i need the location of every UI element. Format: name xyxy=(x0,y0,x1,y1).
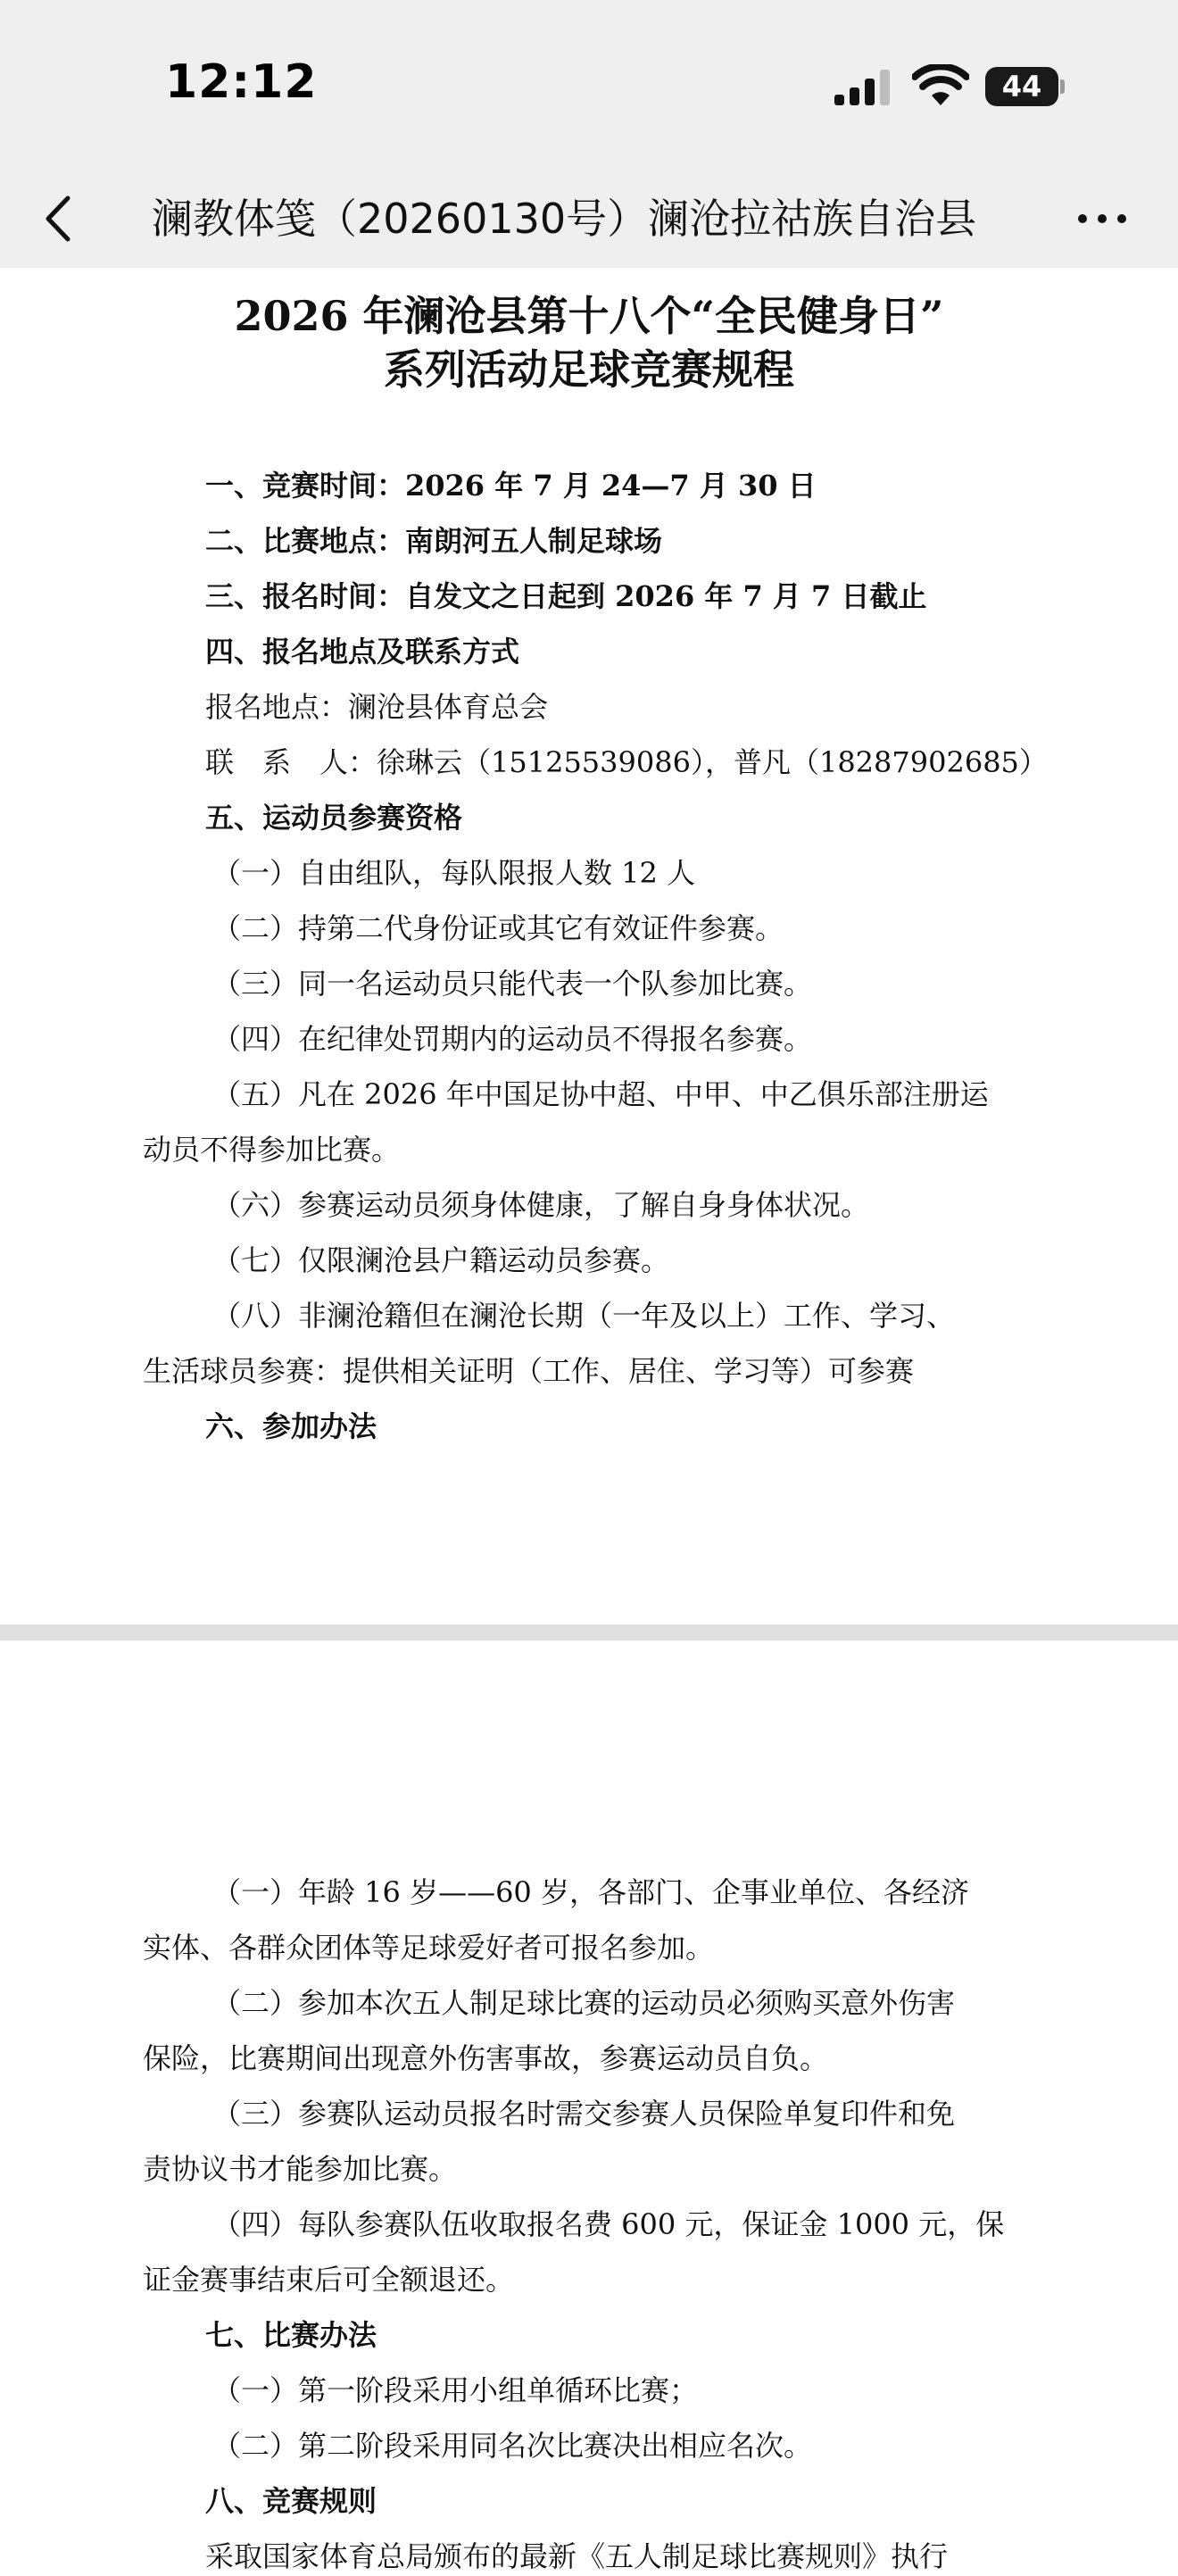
participation-item-3-cont: 责协议书才能参加比赛。 xyxy=(143,2152,458,2186)
contact-persons: 联 系 人：徐琳云（15125539086），普凡（18287902685） xyxy=(205,745,1048,779)
eligibility-item-4: （四）在纪律处罚期内的运动员不得报名参赛。 xyxy=(212,1022,813,1056)
section-registration-contact: 四、报名地点及联系方式 xyxy=(205,635,520,669)
more-horizontal-icon[interactable] xyxy=(1075,205,1129,232)
doc-title-line-2: 系列活动足球竞赛规程 xyxy=(384,345,794,394)
eligibility-item-6: （六）参赛运动员须身体健康，了解自身身体状况。 xyxy=(212,1188,870,1222)
eligibility-item-7: （七）仅限澜沧县户籍运动员参赛。 xyxy=(212,1243,670,1277)
battery-nub xyxy=(1060,79,1065,94)
section-match-method: 七、比赛办法 xyxy=(205,2318,377,2352)
participation-item-2-cont: 保险，比赛期间出现意外伤害事故，参赛运动员自负。 xyxy=(143,2041,829,2075)
participation-item-2: （二）参加本次五人制足球比赛的运动员必须购买意外伤害 xyxy=(212,1986,956,2020)
participation-item-1-cont: 实体、各群众团体等足球爱好者可报名参加。 xyxy=(143,1931,715,1965)
cellular-signal-icon xyxy=(834,70,892,105)
match-method-item-2: （二）第二阶段采用同名次比赛决出相应名次。 xyxy=(212,2429,813,2463)
eligibility-item-8: （八）非澜沧籍但在澜沧长期（一年及以上）工作、学习、 xyxy=(212,1299,956,1333)
participation-item-3: （三）参赛队运动员报名时需交参赛人员保险单复印件和免 xyxy=(212,2097,956,2131)
participation-item-4: （四）每队参赛队伍收取报名费 600 元，保证金 1000 元，保 xyxy=(212,2207,1005,2241)
participation-item-1: （一）年龄 16 岁——60 岁，各部门、企事业单位、各经济 xyxy=(212,1875,969,1909)
eligibility-item-8-cont: 生活球员参赛：提供相关证明（工作、居住、学习等）可参赛 xyxy=(143,1354,915,1388)
competition-rules-text: 采取国家体育总局颁布的最新《五人制足球比赛规则》执行 xyxy=(205,2539,949,2573)
document-page-2 xyxy=(0,1641,1178,2573)
nav-bar xyxy=(0,170,1178,268)
eligibility-item-1: （一）自由组队，每队限报人数 12 人 xyxy=(212,856,696,890)
battery-level: 44 xyxy=(1001,70,1042,104)
section-participation: 六、参加办法 xyxy=(205,1409,377,1443)
nav-title: 澜教体笺（20260130号）澜沧拉祜族自治县 xyxy=(152,195,977,243)
eligibility-item-3: （三）同一名运动员只能代表一个队参加比赛。 xyxy=(212,967,813,1001)
battery-icon xyxy=(985,67,1064,106)
participation-item-4-cont: 证金赛事结束后可全额退还。 xyxy=(143,2263,515,2297)
document-page-1 xyxy=(0,268,1178,1625)
section-eligibility: 五、运动员参赛资格 xyxy=(205,801,463,835)
status-time: 12:12 xyxy=(165,55,318,109)
section-competition-rules: 八、竞赛规则 xyxy=(205,2484,377,2518)
section-venue: 二、比赛地点：南朗河五人制足球场 xyxy=(205,524,663,558)
doc-title-line-1: 2026 年澜沧县第十八个“全民健身日” xyxy=(234,292,944,340)
registration-place: 报名地点：澜沧县体育总会 xyxy=(205,690,549,724)
wifi-icon xyxy=(912,64,969,107)
chevron-left-icon[interactable] xyxy=(36,187,80,250)
status-bar xyxy=(0,0,1178,170)
eligibility-item-5: （五）凡在 2026 年中国足协中超、中甲、中乙俱乐部注册运 xyxy=(212,1077,989,1111)
match-method-item-1: （一）第一阶段采用小组单循环比赛； xyxy=(212,2373,699,2407)
eligibility-item-2: （二）持第二代身份证或其它有效证件参赛。 xyxy=(212,911,784,945)
section-registration-time: 三、报名时间：自发文之日起到 2026 年 7 月 7 日截止 xyxy=(205,579,927,613)
section-competition-time: 一、竞赛时间：2026 年 7 月 24—7 月 30 日 xyxy=(205,469,817,503)
eligibility-item-5-cont: 动员不得参加比赛。 xyxy=(143,1133,401,1167)
page-separator xyxy=(0,1625,1178,1641)
